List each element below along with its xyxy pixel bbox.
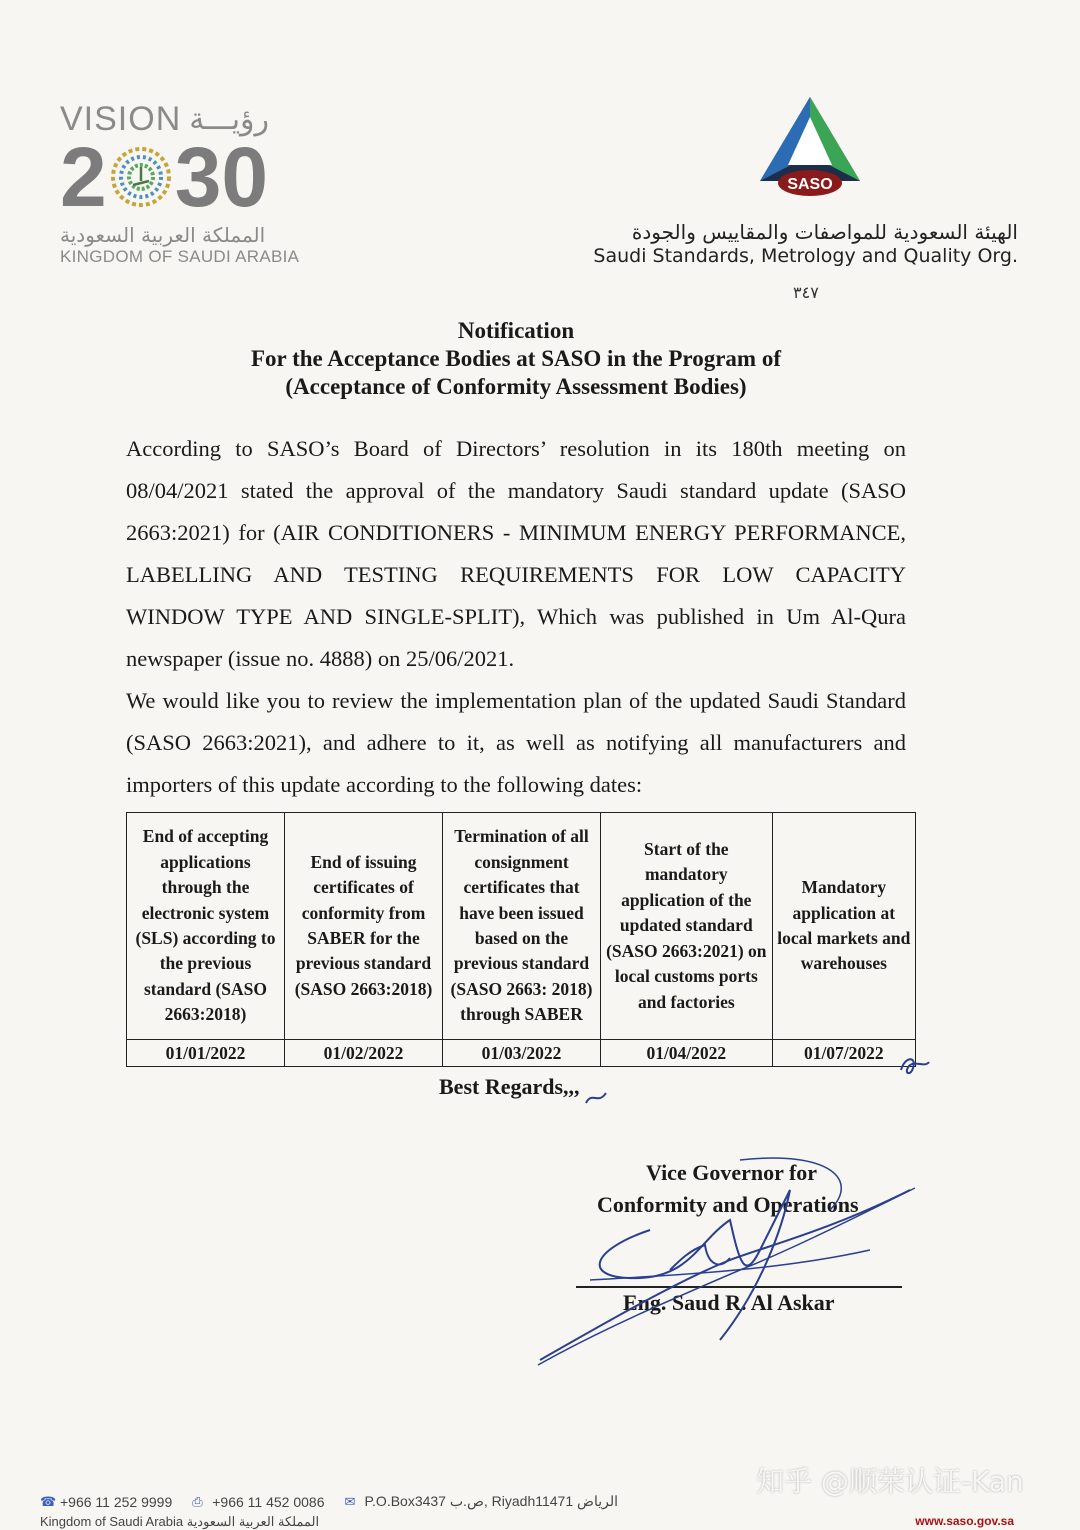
vision-word: VISION	[60, 100, 182, 138]
saso-name-arabic: الهيئة السعودية للمواصفات والمقاييس والجودة	[631, 220, 1018, 244]
vision-arabic: رؤيـــة	[189, 102, 270, 137]
body-paragraph-2: We would like you to review the implementation plan of the updated Saudi Standard (SASO 2663:2021), and adhere to it, as well as notifying all manufacturers and importers of this update according to the following dates:	[126, 688, 906, 797]
footer-phone	[40, 1494, 172, 1510]
fax-icon: ⎙	[192, 1493, 203, 1509]
notification-subtitle-2: (Acceptance of Conformity Assessment Bodies)	[285, 374, 747, 399]
footer-contact	[40, 1493, 618, 1510]
signatory-name: Eng. Saud R. Al Askar	[623, 1290, 835, 1315]
implementation-dates-table	[126, 812, 916, 1067]
fax-number: +966 11 452 0086	[212, 1493, 325, 1510]
table-date-cell: 01/01/2022	[127, 1040, 285, 1067]
footer-country: Kingdom of Saudi Arabia المملكة العربية السعودية	[40, 1514, 320, 1529]
initials-mark-icon	[895, 1050, 935, 1084]
signatory-title-line-1: Vice Governor for	[646, 1160, 818, 1185]
vision-emblem-icon	[109, 145, 173, 209]
table-row	[127, 1040, 916, 1067]
table-date-cell: 01/03/2022	[443, 1040, 601, 1067]
table-header-cell: End of accepting applications through the electronic system (SLS) according to the previous standard (SASO 2663:2018)	[127, 813, 285, 1040]
table-header-cell: Mandatory application at local markets and warehouses	[772, 813, 915, 1040]
footer-address	[345, 1493, 618, 1510]
table-header-cell: Termination of all consignment certificates that have been issued based on the previous standard (SASO 2663: 2018) through SABER	[443, 813, 601, 1040]
table-date-cell: 01/04/2022	[601, 1040, 773, 1067]
notification-subtitle-1: For the Acceptance Bodies at SASO in the Program of	[250, 346, 781, 371]
saso-logo-icon	[752, 95, 868, 199]
phone-icon: ☎	[40, 1493, 57, 1509]
signatory-title-line-2: Conformity and Operations	[597, 1192, 859, 1217]
initials-small-icon	[582, 1085, 612, 1109]
watermark: 知乎 @顺荣认证-Kan	[756, 1465, 1024, 1498]
year-right: 30	[174, 130, 269, 224]
table-header-cell: End of issuing certificates of conformity from SABER for the previous standard (SASO 2663:2018)	[285, 813, 443, 1040]
footer-fax	[192, 1494, 324, 1510]
phone-number: +966 11 252 9999	[60, 1493, 173, 1510]
saso-logo-text: SASO	[787, 176, 833, 193]
footer-website: www.saso.gov.sa	[915, 1514, 1014, 1528]
kingdom-arabic: المملكة العربية السعودية	[60, 223, 266, 247]
table-header-cell: Start of the mandatory application of the updated standard (SASO 2663:2021) on local customs ports and factories	[601, 813, 773, 1040]
year-left: 2	[60, 130, 107, 224]
postal-address: P.O.Box3437 ص.ب, Riyadh11471 الرياض	[364, 1493, 618, 1509]
notification-title: Notification	[457, 318, 575, 343]
reference-number: ٣٤٧	[793, 283, 819, 302]
saso-name-english: Saudi Standards, Metrology and Quality Org.	[593, 245, 1018, 267]
body-paragraph-1: According to SASO’s Board of Directors’ resolution in its 180th meeting on 08/04/2021 stated the approval of the mandatory Saudi standard update (SASO 2663:2021) for (AIR CONDITIONERS - MINIMUM ENERGY PERFORMANCE, LABELLING AND TESTING REQUIREMENTS FOR LOW CAPACITY WINDOW TYPE AND SINGLE-SPLIT), Which was published in Um Al-Qura newspaper (issue no. 4888) on 25/06/2021.	[126, 436, 906, 671]
vision-2030-logo	[60, 100, 310, 267]
handwritten-signature-icon	[530, 1150, 920, 1370]
table-header-row	[127, 813, 916, 1040]
best-regards: Best Regards,,,	[439, 1074, 580, 1099]
kingdom-english: KINGDOM OF SAUDI ARABIA	[60, 247, 300, 266]
mail-icon: ✉	[344, 1493, 356, 1509]
table-date-cell: 01/02/2022	[285, 1040, 443, 1067]
table-date-cell: 01/07/2022	[772, 1040, 915, 1067]
